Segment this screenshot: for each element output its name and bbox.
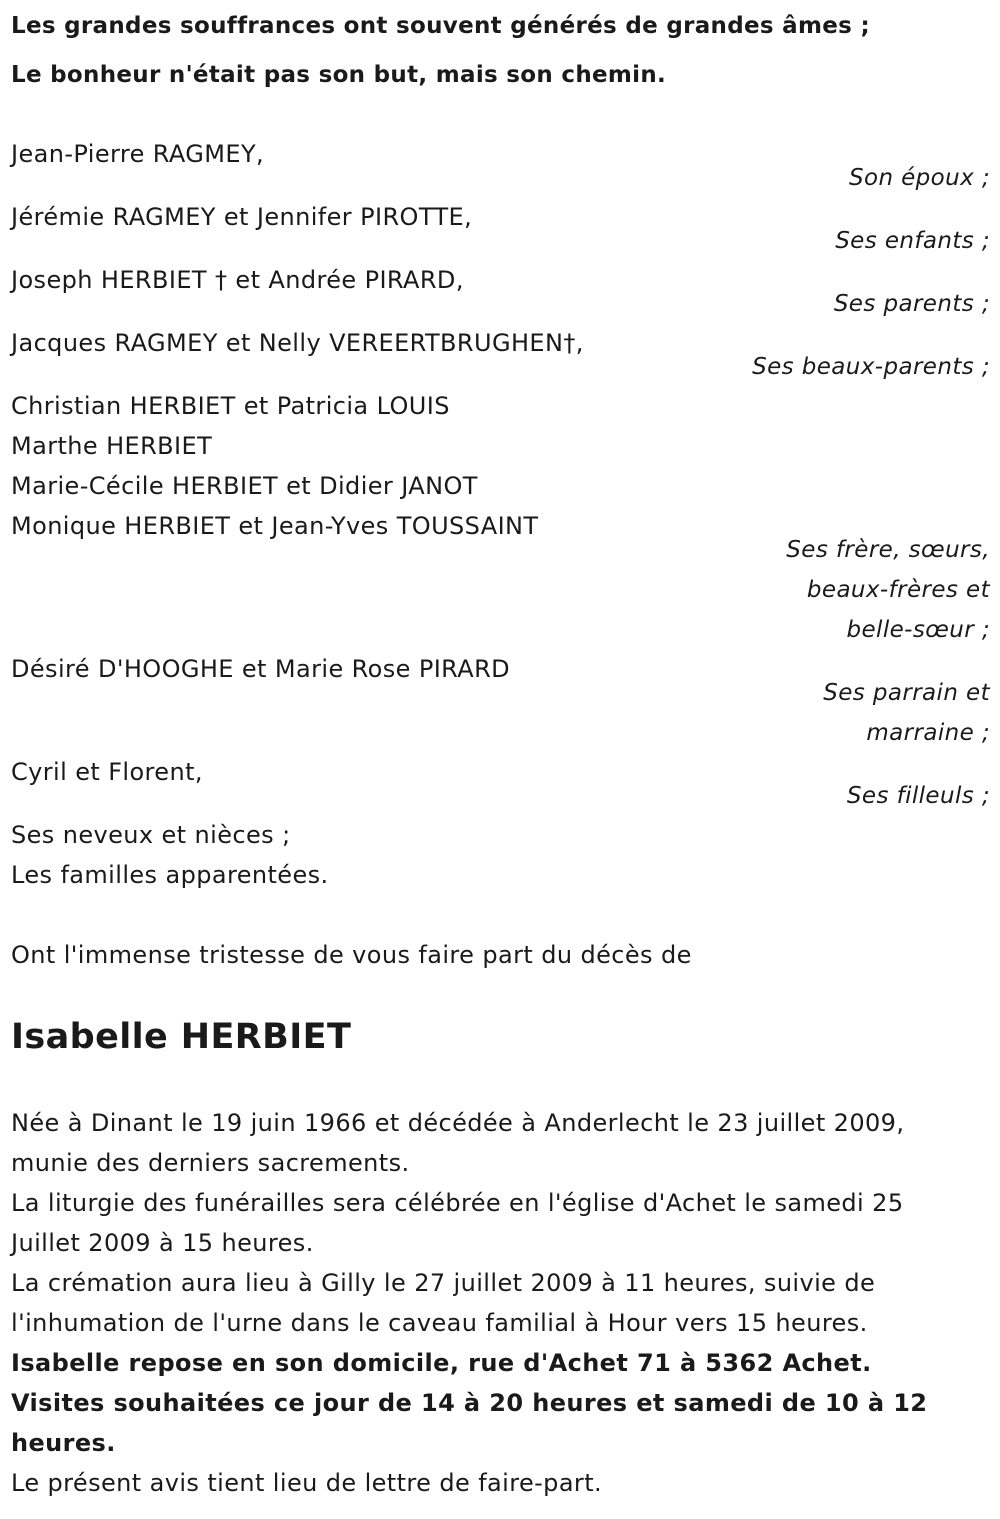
parents-role: Ses parents ; bbox=[833, 291, 990, 317]
announcement: Ont l'immense tristesse de vous faire part du décès de bbox=[11, 941, 692, 969]
details-line: munie des derniers sacrements. bbox=[11, 1149, 410, 1177]
sibling-line: Marie-Cécile HERBIET et Didier JANOT bbox=[11, 472, 478, 500]
inlaws-names: Jacques RAGMEY et Nelly VEREERTBRUGHEN†, bbox=[11, 329, 584, 357]
siblings-role-line: beaux-frères et bbox=[806, 577, 990, 603]
details-line: La crémation aura lieu à Gilly le 27 juillet 2009 à 11 heures, suivie de bbox=[11, 1269, 876, 1297]
children-names: Jérémie RAGMEY et Jennifer PIROTTE, bbox=[11, 203, 473, 231]
siblings-role-line: Ses frère, sœurs, bbox=[786, 537, 990, 563]
godparents-names: Désiré D'HOOGHE et Marie Rose PIRARD bbox=[11, 655, 511, 683]
details-line: Juillet 2009 à 15 heures. bbox=[11, 1229, 314, 1257]
families-line: Les familles apparentées. bbox=[11, 861, 329, 889]
nephews-line: Ses neveux et nièces ; bbox=[11, 821, 291, 849]
children-role: Ses enfants ; bbox=[835, 228, 990, 254]
spouse-names: Jean-Pierre RAGMEY, bbox=[11, 140, 265, 168]
deceased-name: Isabelle HERBIET bbox=[11, 1017, 352, 1057]
sibling-line: Marthe HERBIET bbox=[11, 432, 213, 460]
details-bold-line: Visites souhaitées ce jour de 14 à 20 heures et samedi de 10 à 12 bbox=[11, 1389, 928, 1417]
godchildren-names: Cyril et Florent, bbox=[11, 758, 203, 786]
epigraph-line-1: Les grandes souffrances ont souvent générés de grandes âmes ; bbox=[11, 13, 870, 39]
details-line: La liturgie des funérailles sera célébrée en l'église d'Achet le samedi 25 bbox=[11, 1189, 904, 1217]
spouse-role: Son époux ; bbox=[848, 165, 990, 191]
details-line: l'inhumation de l'urne dans le caveau familial à Hour vers 15 heures. bbox=[11, 1309, 868, 1337]
parents-names: Joseph HERBIET † et Andrée PIRARD, bbox=[11, 266, 464, 294]
sibling-line: Christian HERBIET et Patricia LOUIS bbox=[11, 392, 450, 420]
sibling-line: Monique HERBIET et Jean-Yves TOUSSAINT bbox=[11, 512, 539, 540]
details-line: Née à Dinant le 19 juin 1966 et décédée à Anderlecht le 23 juillet 2009, bbox=[11, 1109, 905, 1137]
siblings-role-line: belle-sœur ; bbox=[846, 617, 990, 643]
inlaws-role: Ses beaux-parents ; bbox=[752, 354, 990, 380]
details-bold-line: Isabelle repose en son domicile, rue d'Achet 71 à 5362 Achet. bbox=[11, 1349, 872, 1377]
closing-line: Le présent avis tient lieu de lettre de faire-part. bbox=[11, 1469, 603, 1497]
epigraph-line-2: Le bonheur n'était pas son but, mais son chemin. bbox=[11, 62, 667, 88]
godparents-role-line: Ses parrain et bbox=[823, 680, 990, 706]
details-bold-line: heures. bbox=[11, 1429, 116, 1457]
godchildren-role: Ses filleuls ; bbox=[846, 783, 990, 809]
godparents-role-line: marraine ; bbox=[866, 720, 990, 746]
